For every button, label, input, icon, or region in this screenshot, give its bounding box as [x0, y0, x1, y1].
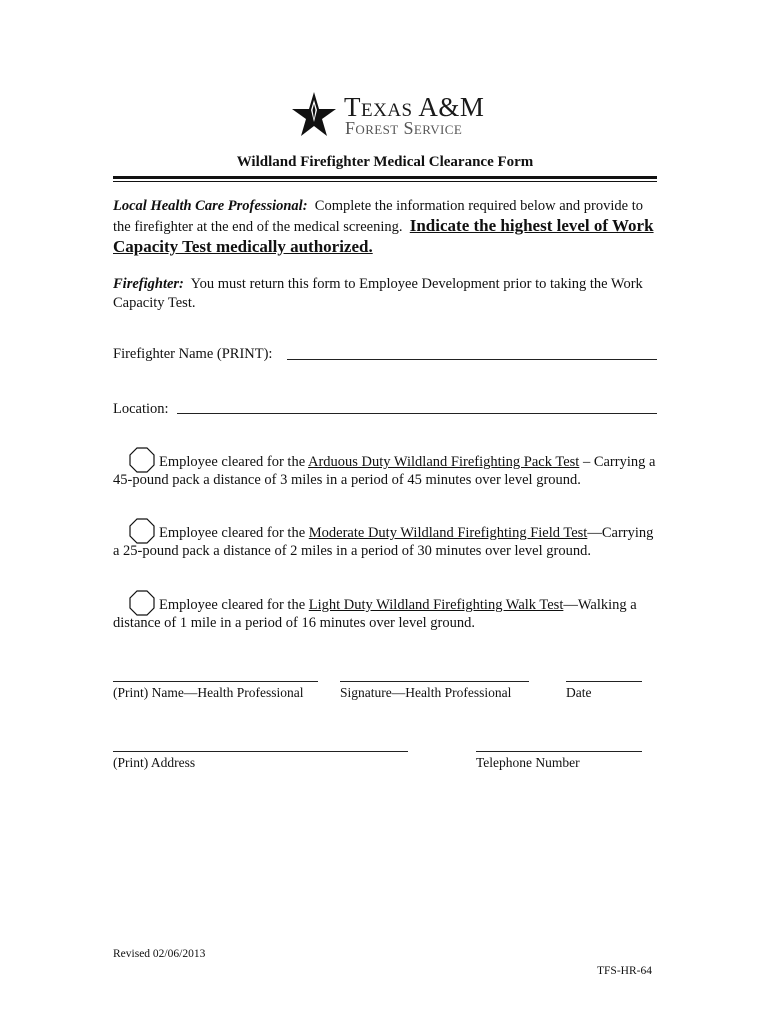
option-light — [113, 596, 661, 632]
title-rule-thick — [113, 176, 657, 179]
option-arduous-suffix: – Carrying a 45-pound pack a distance of 3 miles in a period of 45 minutes over level ground. — [113, 454, 656, 488]
star-logo-icon — [292, 92, 336, 140]
location-label: Location: — [113, 401, 169, 417]
hcp-label: Local Health Care Professional: — [113, 198, 308, 214]
option-arduous-test: Arduous Duty Wildland Firefighting Pack Test — [307, 454, 580, 470]
hcp-emphasis: Indicate the highest level of Work Capacity Test medically authorized. — [113, 216, 654, 256]
ff-label: Firefighter: — [113, 276, 184, 292]
hp-name-label: (Print) Name—Health Professional — [113, 685, 304, 700]
telephone-input[interactable] — [476, 751, 642, 752]
location-input[interactable] — [177, 413, 657, 414]
option-moderate — [113, 524, 661, 560]
form-title: Wildland Firefighter Medical Clearance Form — [236, 154, 534, 170]
hcp-text: Complete the information required below and provide to the firefighter at the end of the medical screening. — [113, 198, 643, 235]
firefighter-instructions — [113, 275, 661, 313]
date-label: Date — [566, 685, 592, 700]
revised-date: Revised 02/06/2013 — [113, 948, 206, 960]
option-arduous — [113, 453, 661, 489]
option-light-test: Light Duty Wildland Firefighting Walk Test — [308, 597, 564, 613]
option-moderate-suffix: —Carrying a 25-pound pack a distance of 2 miles in a period of 30 minutes over level ground. — [113, 525, 654, 559]
logo-line2: Forest Service — [345, 118, 463, 138]
ff-text: You must return this form to Employee Development prior to taking the Work Capacity Test. — [113, 276, 643, 311]
hp-signature-label: Signature—Health Professional — [340, 685, 512, 700]
date-input[interactable] — [566, 681, 642, 682]
address-label: (Print) Address — [113, 755, 196, 770]
logo-line1: Texas A&M — [344, 92, 485, 122]
agency-logo — [292, 92, 485, 142]
option-moderate-prefix: Employee cleared for the — [159, 525, 309, 541]
option-arduous-prefix: Employee cleared for the — [159, 454, 308, 470]
firefighter-name-input[interactable] — [287, 359, 657, 360]
address-input[interactable] — [113, 751, 408, 752]
hp-name-input[interactable] — [113, 681, 318, 682]
option-light-suffix: —Walking a distance of 1 mile in a period of 16 minutes over level ground. — [113, 597, 637, 631]
title-rule-thin — [113, 181, 657, 182]
hcp-instructions — [113, 197, 661, 258]
form-id: TFS-HR-64 — [597, 965, 652, 977]
option-moderate-test: Moderate Duty Wildland Firefighting Field Test — [308, 525, 588, 541]
telephone-label: Telephone Number — [476, 755, 580, 770]
option-light-prefix: Employee cleared for the — [159, 597, 309, 613]
hp-signature-input[interactable] — [340, 681, 529, 682]
firefighter-name-label: Firefighter Name (PRINT): — [113, 346, 273, 362]
